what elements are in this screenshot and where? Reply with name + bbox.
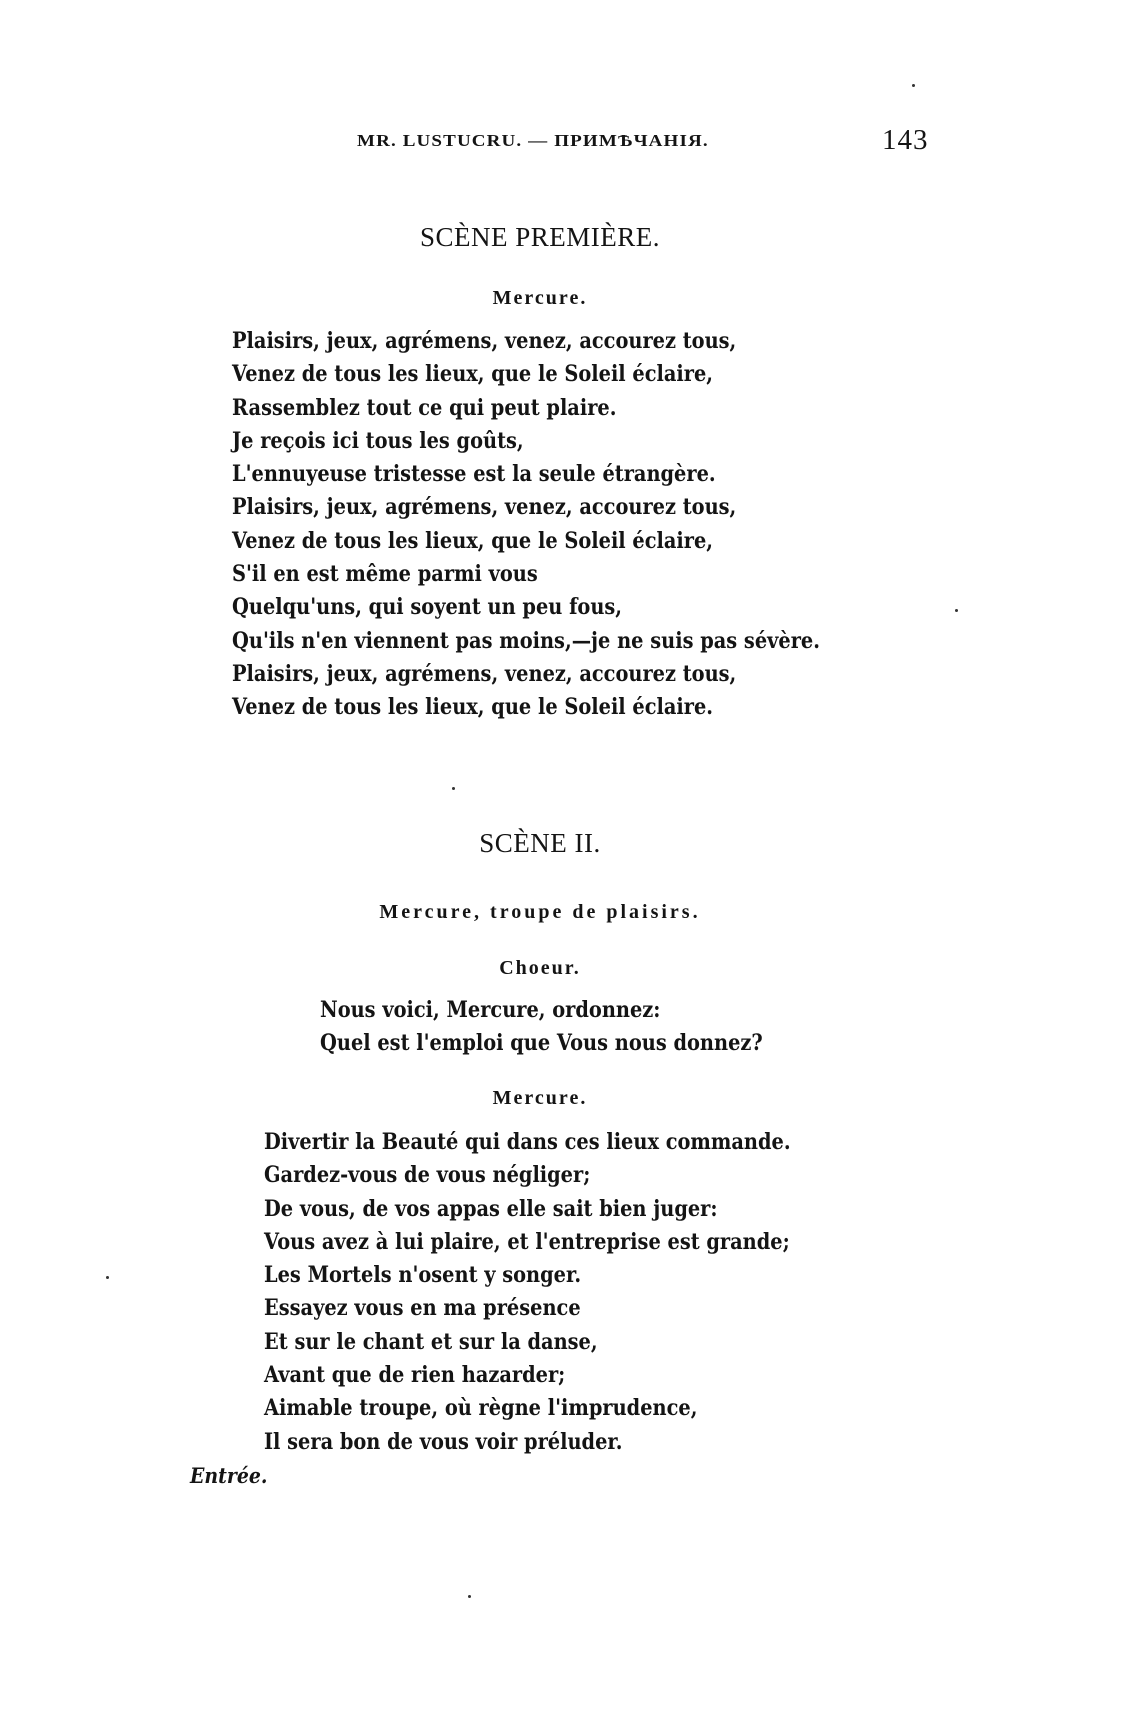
- verse-line: Venez de tous les lieux, que le Soleil éclaire,: [232, 527, 714, 554]
- verse-line: Nous voici, Mercure, ordonnez:: [320, 997, 661, 1023]
- page-number: 143: [882, 124, 929, 156]
- verse-line: Avant que de rien hazarder;: [264, 1362, 566, 1389]
- verse-line: Rassemblez tout ce qui peut plaire.: [232, 394, 617, 421]
- verse-line: Plaisirs, jeux, agrémens, venez, accourez tous,: [232, 660, 737, 687]
- verse-line: Je reçois ici tous les goûts,: [232, 427, 524, 454]
- scene-1-speaker: Mercure.: [492, 287, 588, 309]
- scene-2-speaker: Mercure.: [492, 1087, 588, 1109]
- running-head: MR. LUSTUCRU. — ПРИМѢЧАНІЯ.: [357, 131, 709, 150]
- verse-line: Venez de tous les lieux, que le Soleil éclaire.: [232, 694, 714, 721]
- scene-2-verse: [264, 1126, 791, 1459]
- scene-2-cast: Mercure, troupe de plaisirs.: [379, 901, 701, 923]
- verse-line: S'il en est même parmi vous: [232, 561, 538, 588]
- stage-direction: Entrée.: [190, 1463, 268, 1488]
- verse-line: Aimable troupe, où règne l'imprudence,: [264, 1395, 698, 1422]
- verse-line: Quelqu'uns, qui soyent un peu fous,: [232, 594, 623, 621]
- verse-line: Gardez-vous de vous négliger;: [264, 1162, 591, 1189]
- print-speck: [912, 84, 915, 87]
- verse-line: Qu'ils n'en viennent pas moins,—je ne suis pas sévère.: [232, 627, 820, 654]
- chorus-speaker: Choeur.: [499, 957, 581, 979]
- print-speck: [468, 1595, 471, 1598]
- verse-line: Plaisirs, jeux, agrémens, venez, accourez tous,: [232, 328, 737, 354]
- verse-line: Essayez vous en ma présence: [264, 1295, 581, 1322]
- verse-line: Vous avez à lui plaire, et l'entreprise est grande;: [264, 1228, 790, 1255]
- verse-line: Venez de tous les lieux, que le Soleil éclaire,: [232, 361, 714, 388]
- scene-1-title: SCÈNE PREMIÈRE.: [419, 222, 661, 252]
- verse-line: Les Mortels n'osent y songer.: [264, 1262, 582, 1289]
- verse-line: Plaisirs, jeux, agrémens, venez, accourez tous,: [232, 494, 737, 521]
- print-speck: [106, 1276, 109, 1279]
- print-speck: [955, 609, 958, 612]
- verse-line: De vous, de vos appas elle sait bien juger:: [264, 1195, 718, 1222]
- verse-line: Divertir la Beauté qui dans ces lieux commande.: [264, 1129, 791, 1155]
- scene-2-title: SCÈNE II.: [479, 828, 601, 858]
- verse-line: Quel est l'emploi que Vous nous donnez?: [320, 1030, 763, 1057]
- chorus-verse: [320, 994, 763, 1061]
- verse-line: Il sera bon de vous voir préluder.: [264, 1428, 623, 1455]
- verse-line: Et sur le chant et sur la danse,: [264, 1328, 598, 1355]
- verse-line: L'ennuyeuse tristesse est la seule étrangère.: [232, 461, 716, 488]
- print-speck: [452, 787, 455, 790]
- scene-1-verse: [232, 325, 820, 725]
